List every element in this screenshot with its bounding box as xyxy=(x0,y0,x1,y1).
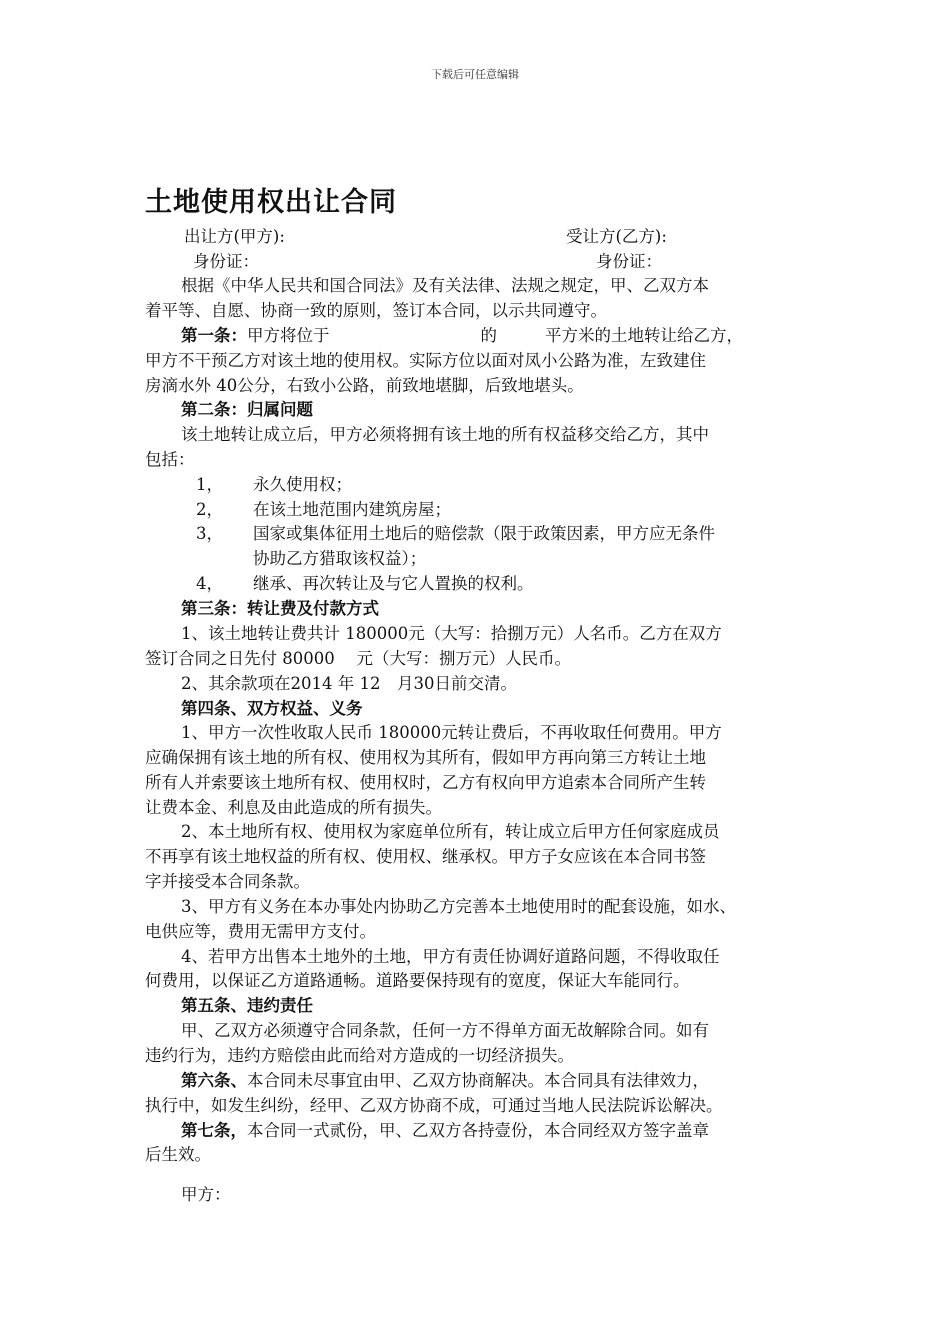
article-4-line: 4、若甲方出售本土地外的土地，甲方有责任协调好道路问题，不得收取任 xyxy=(181,947,720,966)
article-4-line: 3、甲方有义务在本办事处内协助乙方完善本土地使用时的配套设施，如水、 xyxy=(181,897,736,916)
article-2-line: 包括： xyxy=(145,450,195,469)
article-5-line: 违约行为，违约方赔偿由此而给对方造成的一切经济损失。 xyxy=(145,1046,574,1065)
list-item-number: 2， xyxy=(196,500,223,519)
article-6-line: 执行中，如发生纠纷，经甲、乙双方协商不成，可通过当地人民法院诉讼解决。 xyxy=(145,1096,723,1115)
party-a-label: 出让方(甲方): xyxy=(184,227,285,246)
intro-line: 根据《中华人民共和国合同法》及有关法律、法规之规定，甲、乙双方本 xyxy=(181,276,709,295)
list-item: 在该土地范围内建筑房屋； xyxy=(253,500,451,519)
article-4-line: 1、甲方一次性收取人民币 180000元转让费后，不再收取任何费用。甲方 xyxy=(181,723,722,742)
article-6-line xyxy=(181,1069,846,1094)
list-item-number: 1， xyxy=(196,475,223,494)
article-7-line xyxy=(181,1119,846,1144)
article-1-text: 甲方将位于 xyxy=(247,326,330,345)
article-2-line: 该土地转让成立后，甲方必须将拥有该土地的所有权益移交给乙方，其中 xyxy=(181,425,709,444)
article-3-line: 签订合同之日先付 80000 元（大写：捌万元）人民币。 xyxy=(145,649,571,668)
article-4-line: 何费用，以保证乙方道路通畅。道路要保持现有的宽度，保证大车能同行。 xyxy=(145,971,690,990)
article-4-line: 电供应等，费用无需甲方支付。 xyxy=(145,922,376,941)
id-a-label: 身份证： xyxy=(193,252,259,271)
article-1-text: 的 xyxy=(480,326,497,345)
article-1-line: 甲方不干预乙方对该土地的使用权。实际方位以面对凤小公路为准，左致建住 xyxy=(145,351,706,370)
article-7-text: 本合同一式贰份，甲、乙双方各持壹份，本合同经双方签字盖章 xyxy=(247,1121,709,1140)
article-3-line: 1、该土地转让费共计 180000元（大写：拾捌万元）人名币。乙方在双方 xyxy=(181,624,722,643)
article-5-title: 第五条、违约责任 xyxy=(181,996,313,1015)
article-4-line: 应确保拥有该土地的所有权、使用权为其所有，假如甲方再向第三方转让土地 xyxy=(145,748,706,767)
article-2-title: 第二条：归属问题 xyxy=(181,400,313,419)
article-4-line: 所有人并索要该土地所有权、使用权时，乙方有权向甲方追索本合同所产生转 xyxy=(145,773,706,792)
article-4-line: 字并接受本合同条款。 xyxy=(145,872,310,891)
id-b-label: 身份证： xyxy=(596,252,662,271)
page-header: 下载后可任意编辑 xyxy=(431,68,519,81)
intro-line: 着平等、自愿、协商一致的原则，签订本合同，以示共同遵守。 xyxy=(145,301,607,320)
list-item-number: 3， xyxy=(196,524,223,543)
signature-label: 甲方： xyxy=(181,1185,231,1204)
list-item: 继承、再次转让及与它人置换的权利。 xyxy=(253,574,534,593)
article-7-title: 第七条， xyxy=(181,1121,247,1140)
article-3-line: 2、其余款项在2014 年 12 月30日前交清。 xyxy=(181,674,517,693)
article-6-text: 本合同未尽事宜由甲、乙双方协商解决。本合同具有法律效力， xyxy=(247,1071,709,1090)
article-1-line xyxy=(181,324,846,349)
article-1-title: 第一条： xyxy=(181,326,247,345)
list-item: 永久使用权； xyxy=(253,475,352,494)
article-4-line: 不再享有该土地权益的所有权、使用权、继承权。甲方子女应该在本合同书签 xyxy=(145,847,706,866)
article-5-line: 甲、乙双方必须遵守合同条款，任何一方不得单方面无故解除合同。如有 xyxy=(181,1021,709,1040)
article-1-text: 平方米的土地转让给乙方， xyxy=(545,326,743,345)
article-4-line: 2、本土地所有权、使用权为家庭单位所有，转让成立后甲方任何家庭成员 xyxy=(181,822,720,841)
article-6-title: 第六条、 xyxy=(181,1071,247,1090)
article-4-line: 让费本金、利息及由此造成的所有损失。 xyxy=(145,798,442,817)
article-3-title: 第三条：转让费及付款方式 xyxy=(181,599,379,618)
article-1-line: 房滴水外 40公分，右致小公路，前致地堪脚，后致地堪头。 xyxy=(145,376,584,395)
list-item-number: 4， xyxy=(196,574,223,593)
list-item-continued: 协助乙方猎取该权益）； xyxy=(253,549,427,568)
list-item: 国家或集体征用土地后的赔偿款（限于政策因素，甲方应无条件 xyxy=(253,524,715,543)
party-b-label: 受让方(乙方): xyxy=(566,227,667,246)
article-4-title: 第四条、双方权益、义务 xyxy=(181,699,363,718)
article-7-line: 后生效。 xyxy=(145,1145,211,1164)
document-title: 土地使用权出让合同 xyxy=(145,187,397,218)
